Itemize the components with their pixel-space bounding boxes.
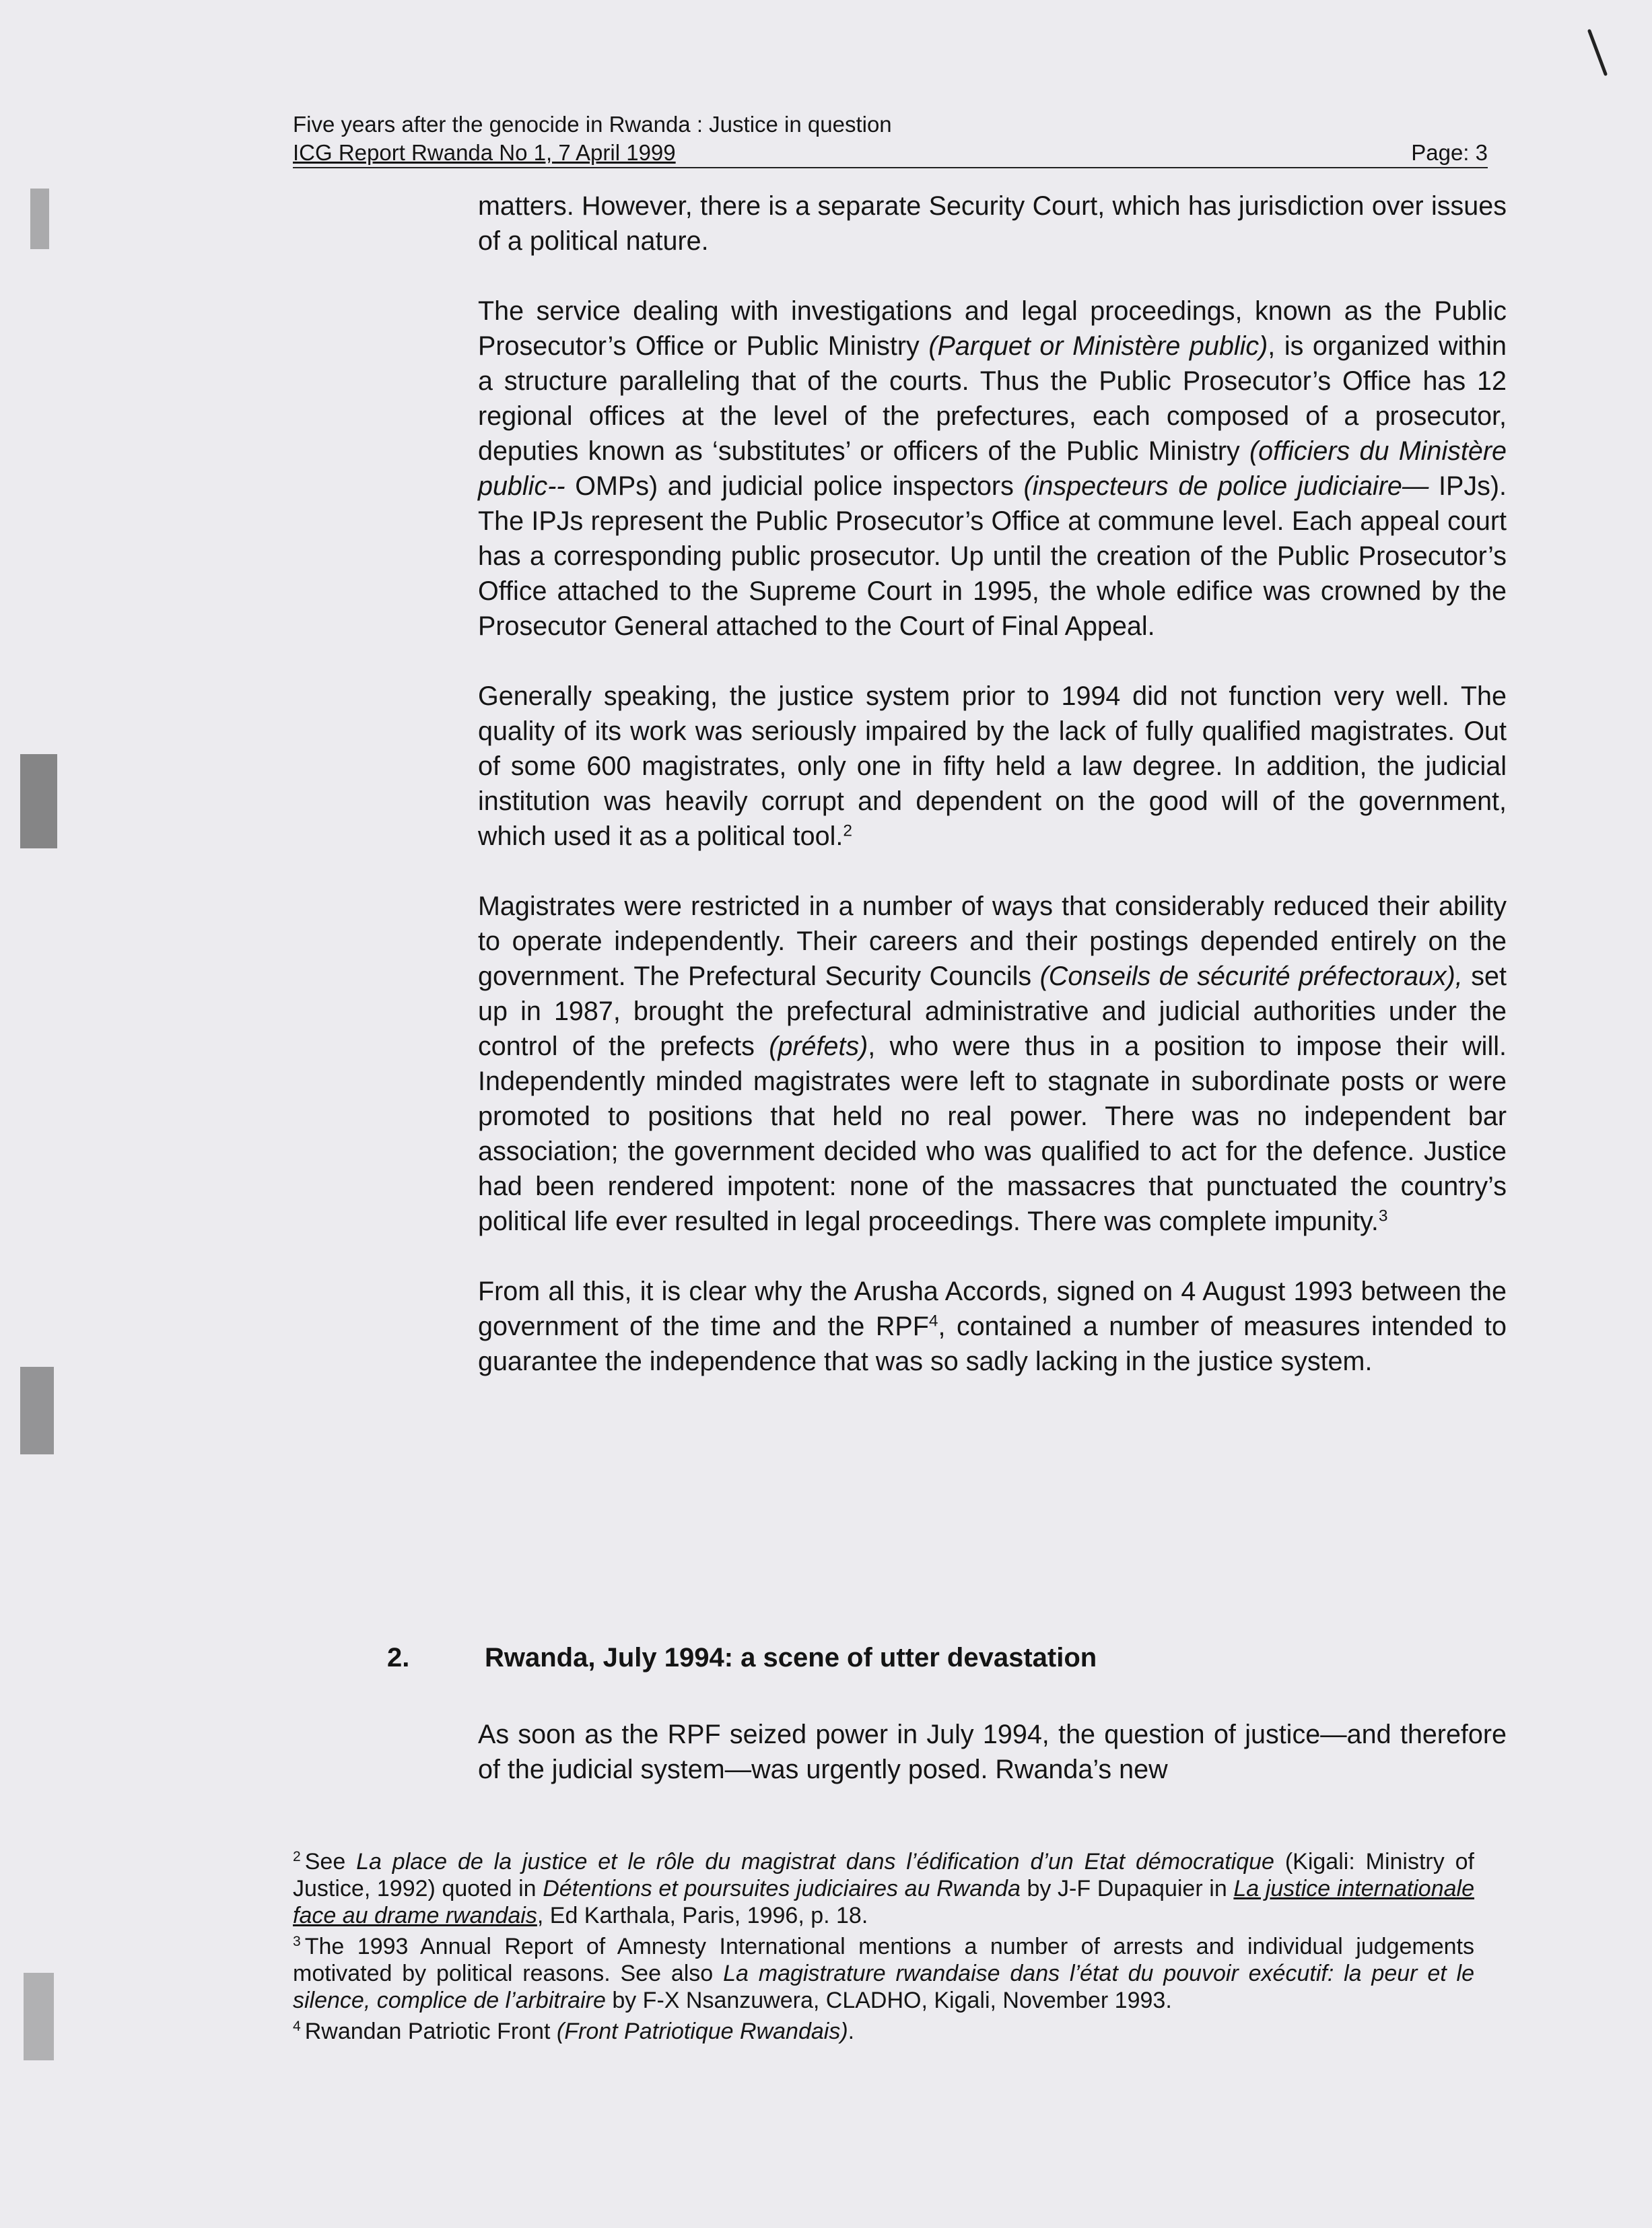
- footnote-3: [293, 1933, 1474, 2014]
- page-number: Page: 3: [1411, 140, 1488, 165]
- paragraph-4-text-a: Magistrates were restricted in a number of ways that considerably reduced their ability to operate independently. Their careers and their postings depended entirely on the government. The Prefectural Security Councils: [478, 891, 1507, 991]
- paragraph-2-text-e: OMPs) and judicial police inspectors: [565, 471, 1024, 501]
- footnote-4: [293, 2018, 1474, 2045]
- paragraph-5: [478, 1274, 1507, 1379]
- footnote-ref-3[interactable]: 3: [1378, 1207, 1388, 1225]
- header-title: Five years after the genocide in Rwanda : Justice in question: [293, 112, 892, 137]
- footnote-3-italic-b: La magistrature rwandaise dans l’état du pouvoir exécutif: la peur et le silence, complice de l’arbitraire: [293, 1961, 1474, 2013]
- footnote-2-italic-d: Détentions et poursuites judiciaires au Rwanda: [543, 1876, 1021, 1901]
- footnote-2-text-g: , Ed Karthala, Paris, 1996, p. 18.: [537, 1903, 868, 1928]
- header-subtitle: ICG Report Rwanda No 1, 7 April 1999: [293, 140, 676, 165]
- left-margin-noise-2: [20, 754, 57, 848]
- paragraph-1: [478, 189, 1507, 259]
- paragraph-4-italic-b: (Conseils de sécurité préfectoraux),: [1039, 961, 1463, 991]
- footnote-2-underlined-title: La justice internationale face au drame rwandais: [293, 1876, 1474, 1928]
- paragraph-2-text-a: The service dealing with investigations and legal proceedings, known as the Public Prosecutor’s Office or Public Ministry: [478, 296, 1507, 361]
- footnote-2-text-a: See: [304, 1849, 357, 1875]
- left-margin-noise-4: [24, 1973, 54, 2060]
- header-rule-line: [293, 139, 1488, 168]
- footnote-2: [293, 1848, 1474, 1929]
- footnotes: [293, 1848, 1474, 2049]
- footnote-3-text-a: The 1993 Annual Report of Amnesty International mentions a number of arrests and individual judgements motivated by political reasons. See also: [293, 1934, 1474, 1986]
- section-heading: [387, 1640, 1507, 1675]
- paragraph-5-text-b: , contained a number of measures intended to guarantee the independence that was so sadly lacking in the justice system.: [478, 1312, 1507, 1376]
- paragraph-3-text: Generally speaking, the justice system prior to 1994 did not function very well. The quality of its work was seriously impaired by the lack of fully qualified magistrates. Out of some 600 magistrates, only one in fifty held a law degree. In addition, the judicial institution was heavily corrupt and dependent on the good will of the government, which used it as a political tool.: [478, 681, 1507, 851]
- section-title: Rwanda, July 1994: a scene of utter devastation: [485, 1643, 1097, 1673]
- paragraph-2-text-c: , is organized within a structure paralleling that of the courts. Thus the Public Prosecutor’s Office has 12 regional offices at the level of the prefectures, each composed of a prosecutor, deputies known as ‘substitutes’ or officers of the Public Ministry: [478, 331, 1507, 466]
- body-text: [478, 189, 1507, 1414]
- footnote-2-number: 2: [293, 1849, 301, 1865]
- footnote-4-number: 4: [293, 2019, 301, 2035]
- paragraph-1-text: matters. However, there is a separate Security Court, which has jurisdiction over issues of a political nature.: [478, 191, 1507, 256]
- paragraph-6-text: As soon as the RPF seized power in July 1994, the question of justice—and therefore of the judicial system—was urgently posed. Rwanda’s new: [478, 1720, 1507, 1784]
- footnote-4-text-c: .: [848, 2019, 855, 2044]
- footnote-4-italic-b: (Front Patriotique Rwandais): [556, 2019, 848, 2044]
- section-number: 2.: [387, 1643, 410, 1673]
- footnote-3-text-c: by F-X Nsanzuwera, CLADHO, Kigali, November 1993.: [605, 1988, 1172, 2013]
- paragraph-4-italic-d: (préfets): [769, 1032, 868, 1061]
- paragraph-2: [478, 294, 1507, 644]
- left-margin-noise-3: [20, 1367, 54, 1454]
- paragraph-4-text-c: set up in 1987, brought the prefectural administrative and judicial authorities under the control of the prefects: [478, 961, 1507, 1061]
- footnote-4-text-a: Rwandan Patriotic Front: [304, 2019, 557, 2044]
- footnote-ref-2[interactable]: 2: [843, 821, 852, 840]
- footnote-2-text-e: by J-F Dupaquier in: [1020, 1876, 1234, 1901]
- body-text-section-2: [478, 1717, 1507, 1787]
- footnote-2-text-c: (Kigali: Ministry of Justice, 1992) quoted in: [293, 1849, 1474, 1901]
- paragraph-2-italic-d: (officiers du Ministère public--: [478, 436, 1507, 501]
- paragraph-2-italic-f: (inspecteurs de police judiciaire—: [1023, 471, 1429, 501]
- footnote-2-italic-b: La place de la justice et le rôle du magistrat dans l’édification d’un Etat démocratique: [356, 1849, 1274, 1875]
- paragraph-6: [478, 1717, 1507, 1787]
- paragraph-2-text-g: IPJs). The IPJs represent the Public Prosecutor’s Office at commune level. Each appeal court has a corresponding public prosecutor. Up until the creation of the Public Prosecutor’s Office attached to the Supreme Court in 1995, the whole edifice was crowned by the Prosecutor General attached to the Court of Final Appeal.: [478, 471, 1507, 641]
- paragraph-4: [478, 889, 1507, 1239]
- paragraph-3: [478, 679, 1507, 854]
- paragraph-4-text-e: , who were thus in a position to impose their will. Independently minded magistrates were left to stagnate in subordinate posts or were promoted to positions that held no real power. There was no independent bar association; the government decided who was qualified to act for the defence. Justice had been rendered impotent: none of the massacres that punctuated the country’s political life ever resulted in legal proceedings. There was complete impunity.: [478, 1032, 1507, 1236]
- left-margin-noise-1: [30, 189, 49, 249]
- paragraph-2-italic-b: (Parquet or Ministère public): [928, 331, 1268, 361]
- footnote-3-number: 3: [293, 1934, 301, 1950]
- paragraph-5-text-a: From all this, it is clear why the Arusha Accords, signed on 4 August 1993 between the government of the time and the RPF: [478, 1277, 1507, 1341]
- footnote-ref-4[interactable]: 4: [928, 1312, 938, 1330]
- pen-stroke-mark: [1585, 27, 1612, 81]
- running-header: [293, 110, 1488, 168]
